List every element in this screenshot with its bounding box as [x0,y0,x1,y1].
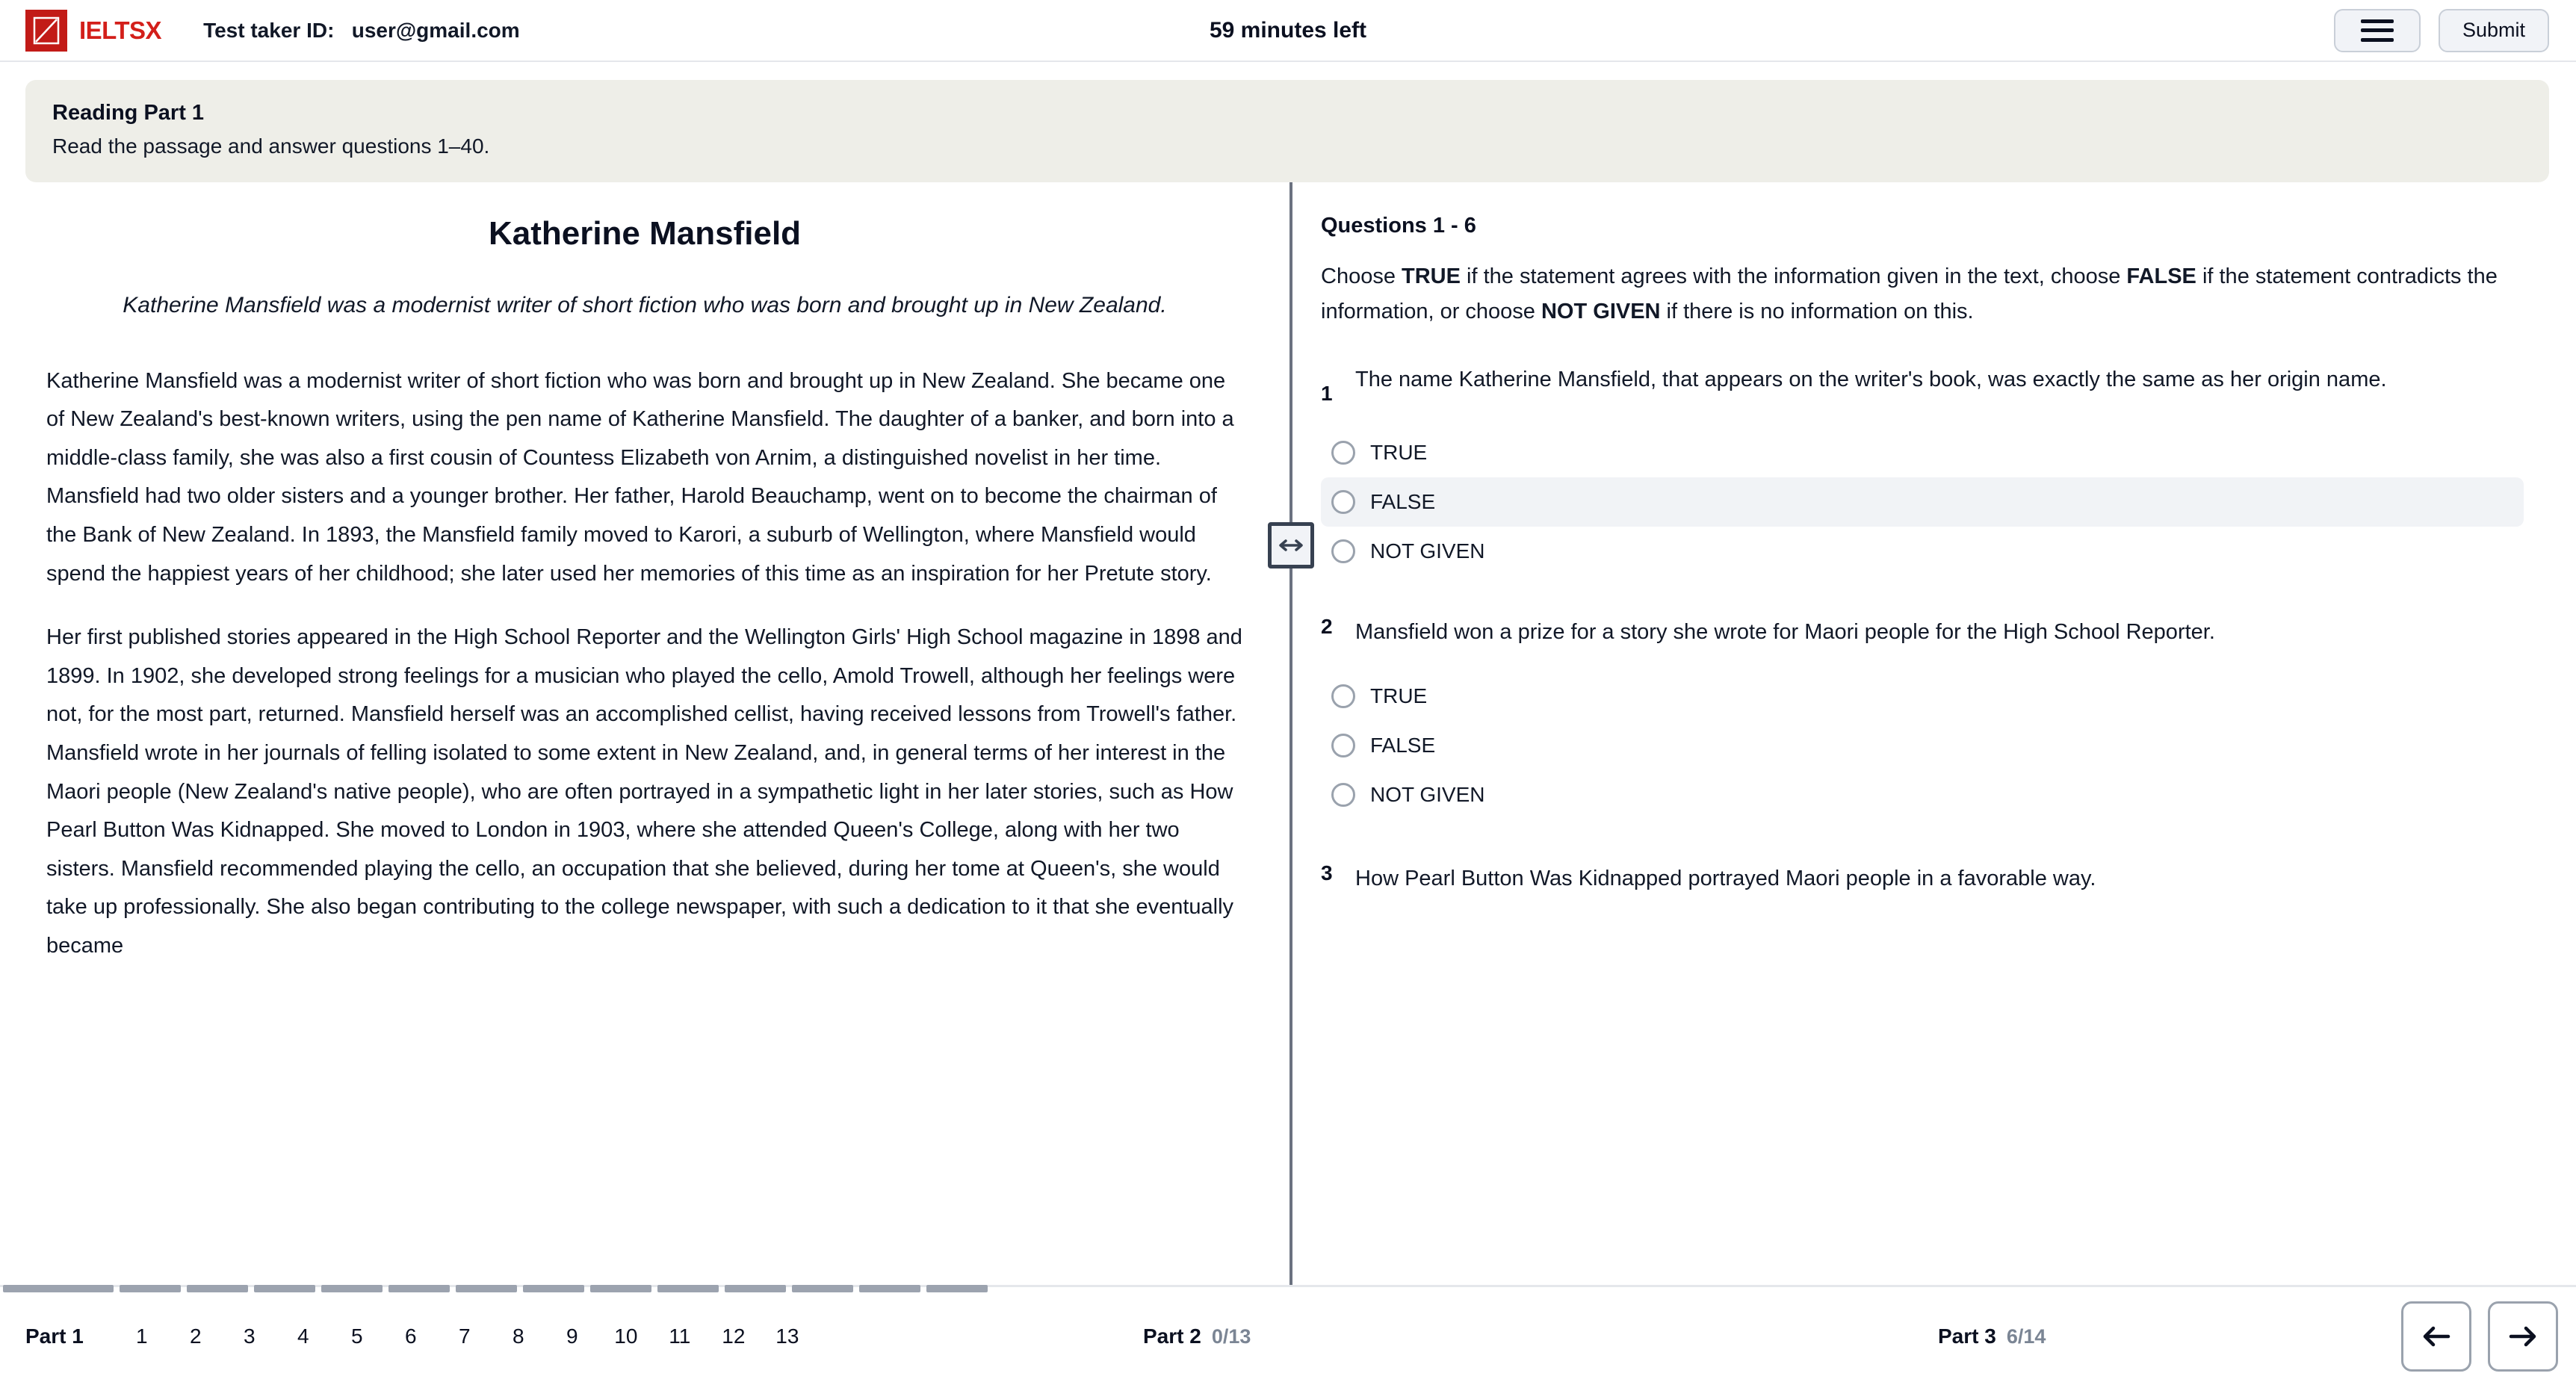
question-nav-6[interactable]: 6 [405,1324,417,1348]
passage-pane [0,182,1289,1285]
question-text: Mansfield won a prize for a story she wrote for Maori people for the High School Reporter. [1355,619,2215,644]
question-nav-11[interactable]: 11 [669,1324,691,1348]
progress-segment [523,1285,584,1292]
arrow-right-icon [2507,1323,2539,1350]
banner-subtitle: Read the passage and answer questions 1–40. [52,134,490,158]
brand [25,10,161,52]
option-label: TRUE [1370,440,1428,464]
banner-title: Reading Part 1 [52,101,205,125]
instruction-text: if there is no information on this. [1660,299,1974,323]
submit-button[interactable] [2439,9,2549,52]
question-statement-row [1321,861,2524,896]
question-item [1321,861,2524,896]
question-nav-4[interactable]: 4 [297,1324,309,1348]
resize-horizontal-icon [1278,538,1304,553]
question-item [1321,615,2524,819]
question-nav-1[interactable]: 1 [136,1324,148,1348]
progress-segment [120,1285,181,1292]
question-nav-8[interactable]: 8 [513,1324,524,1348]
progress-segment [3,1285,114,1292]
question-nav-13[interactable]: 13 [775,1324,799,1348]
option-not-given[interactable] [1321,770,2524,819]
option-true[interactable] [1321,672,2524,721]
bottom-navigation-bar [0,1285,2576,1385]
part-2-count: 0/13 [1211,1324,1251,1348]
part-1-label[interactable]: Part 1 [25,1324,84,1348]
next-button[interactable] [2488,1301,2558,1372]
radio-icon[interactable] [1331,684,1355,708]
option-true[interactable] [1321,428,2524,477]
instruction-banner [25,80,2549,182]
progress-segment [926,1285,988,1292]
question-number: 3 [1321,861,1333,885]
ieltsx-logo-icon [25,10,67,52]
option-label: FALSE [1370,489,1436,513]
question-item [1321,362,2524,576]
passage-paragraph: Her first published stories appeared in the High School Reporter and the Wellington Girls' High School magazine in 1898 and 1899. In 1902, she developed strong feelings for a musician who played the cello, Amold Trowell, although her feelings were not, for the most part, returned. Mansfield herself was an accomplished cellist, having received lessons from Trowell's father. Mansfield wrote in her journals of felling isolated to some extent in New Zealand, and, in general terms of her interest in the Maori people (New Zealand's native people), who are often portrayed in a sympathetic light in her later stories, such as How Pearl Button Was Kidnapped. She moved to London in 1903, where she attended Queen's College, along with her two sisters. Mansfield recommended playing the cello, an occupation that she believed, during her tome at Queen's, she would take up professionally. She also began contributing to the college newspaper, with such a dedication to it that she eventually became [46,625,1242,958]
progress-segment [792,1285,853,1292]
question-text: How Pearl Button Was Kidnapped portrayed Maori people in a favorable way. [1355,867,2096,891]
instruction-text: if the statement contradicts the information, or choose [1321,264,2498,323]
radio-icon[interactable] [1331,441,1355,465]
questions-heading: Questions 1 - 6 [1321,214,1476,238]
test-taker-id-value: user@gmail.com [351,18,520,42]
radio-icon[interactable] [1331,490,1355,514]
submit-button-label: Submit [2462,19,2525,41]
timer-text: 59 minutes left [1209,17,1367,43]
radio-icon[interactable] [1331,783,1355,807]
progress-segment [859,1285,920,1292]
question-nav-12[interactable]: 12 [722,1324,746,1348]
top-actions [2334,9,2549,52]
instruction-keyword: NOT GIVEN [1541,299,1661,323]
questions-list [1321,362,2524,896]
part-3-count: 6/14 [2006,1324,2046,1348]
option-false[interactable] [1321,721,2524,770]
part-3-group[interactable] [1938,1324,2046,1348]
question-nav-7[interactable]: 7 [459,1324,471,1348]
option-label: FALSE [1370,734,1436,757]
instruction-text: if the statement agrees with the information given in the text, choose [1460,264,2127,288]
page-title: Katherine Mansfield [488,215,802,252]
main-split [0,182,2576,1285]
instruction-keyword: FALSE [2126,264,2196,288]
question-nav-5[interactable]: 5 [351,1324,363,1348]
pane-divider [1289,182,1292,1285]
resize-handle[interactable] [1268,522,1314,568]
progress-segment [187,1285,248,1292]
question-statement-row [1321,615,2524,649]
questions-pane [1292,182,2576,1285]
progress-segment [590,1285,651,1292]
radio-icon[interactable] [1331,539,1355,563]
progress-segment [321,1285,383,1292]
passage-paragraph: Katherine Mansfield was a modernist writer of short fiction who was born and brought up in New Zealand. She became one of New Zealand's best-known writers, using the pen name of Katherine Mansfield. The daughter of a banker, and born into a middle-class family, she was also a first cousin of Countess Elizabeth von Arnim, a distinguished novelist in her time. Mansfield had two older sisters and a younger brother. Her father, Harold Beauchamp, went on to become the chairman of the Bank of New Zealand. In 1893, the Mansfield family moved to Karori, a suburb of Wellington, where Mansfield would spend the happiest years of her childhood; she later used her memories of this time as an inspiration for her Pretute story. [46,368,1234,586]
question-nav-2[interactable]: 2 [190,1324,202,1348]
option-label: TRUE [1370,684,1428,708]
question-nav-3[interactable]: 3 [244,1324,256,1348]
question-nav-10[interactable]: 10 [614,1324,638,1348]
progress-segment [657,1285,719,1292]
instruction-keyword: TRUE [1402,264,1461,288]
part-2-group[interactable] [1143,1324,1251,1348]
top-bar [0,0,2576,62]
part-2-label: Part 2 [1143,1324,1201,1348]
option-not-given[interactable] [1321,527,2524,576]
passage-intro: Katherine Mansfield was a modernist writer of short fiction who was born and brought up in New Zealand. [123,293,1167,317]
question-number: 2 [1321,614,1333,638]
question-number: 1 [1321,381,1333,405]
navigation-buttons [2401,1301,2558,1372]
hamburger-menu-icon [2361,19,2394,42]
test-taker-id-label: Test taker ID: [203,18,346,42]
part-3-label: Part 3 [1938,1324,1996,1348]
test-taker-id [203,19,520,43]
question-text: The name Katherine Mansfield, that appears on the writer's book, was exactly the same as her origin name. [1355,367,2387,391]
instruction-banner-wrap [0,62,2576,182]
questions-instructions [1321,259,2524,329]
progress-segment [388,1285,450,1292]
option-label: NOT GIVEN [1370,783,1485,807]
progress-segment [725,1285,786,1292]
progress-segment [254,1285,315,1292]
progress-strip [0,1285,988,1292]
previous-button[interactable] [2401,1301,2471,1372]
option-false[interactable] [1321,477,2524,527]
brand-name: IELTSX [79,16,162,44]
arrow-left-icon [2420,1323,2453,1350]
question-nav-9[interactable]: 9 [566,1324,578,1348]
progress-segment [456,1285,517,1292]
option-label: NOT GIVEN [1370,539,1485,563]
menu-button[interactable] [2334,9,2421,52]
part-1-group [0,1324,814,1348]
instruction-text: Choose [1321,264,1402,288]
question-statement-row [1321,362,2524,406]
radio-icon[interactable] [1331,734,1355,757]
